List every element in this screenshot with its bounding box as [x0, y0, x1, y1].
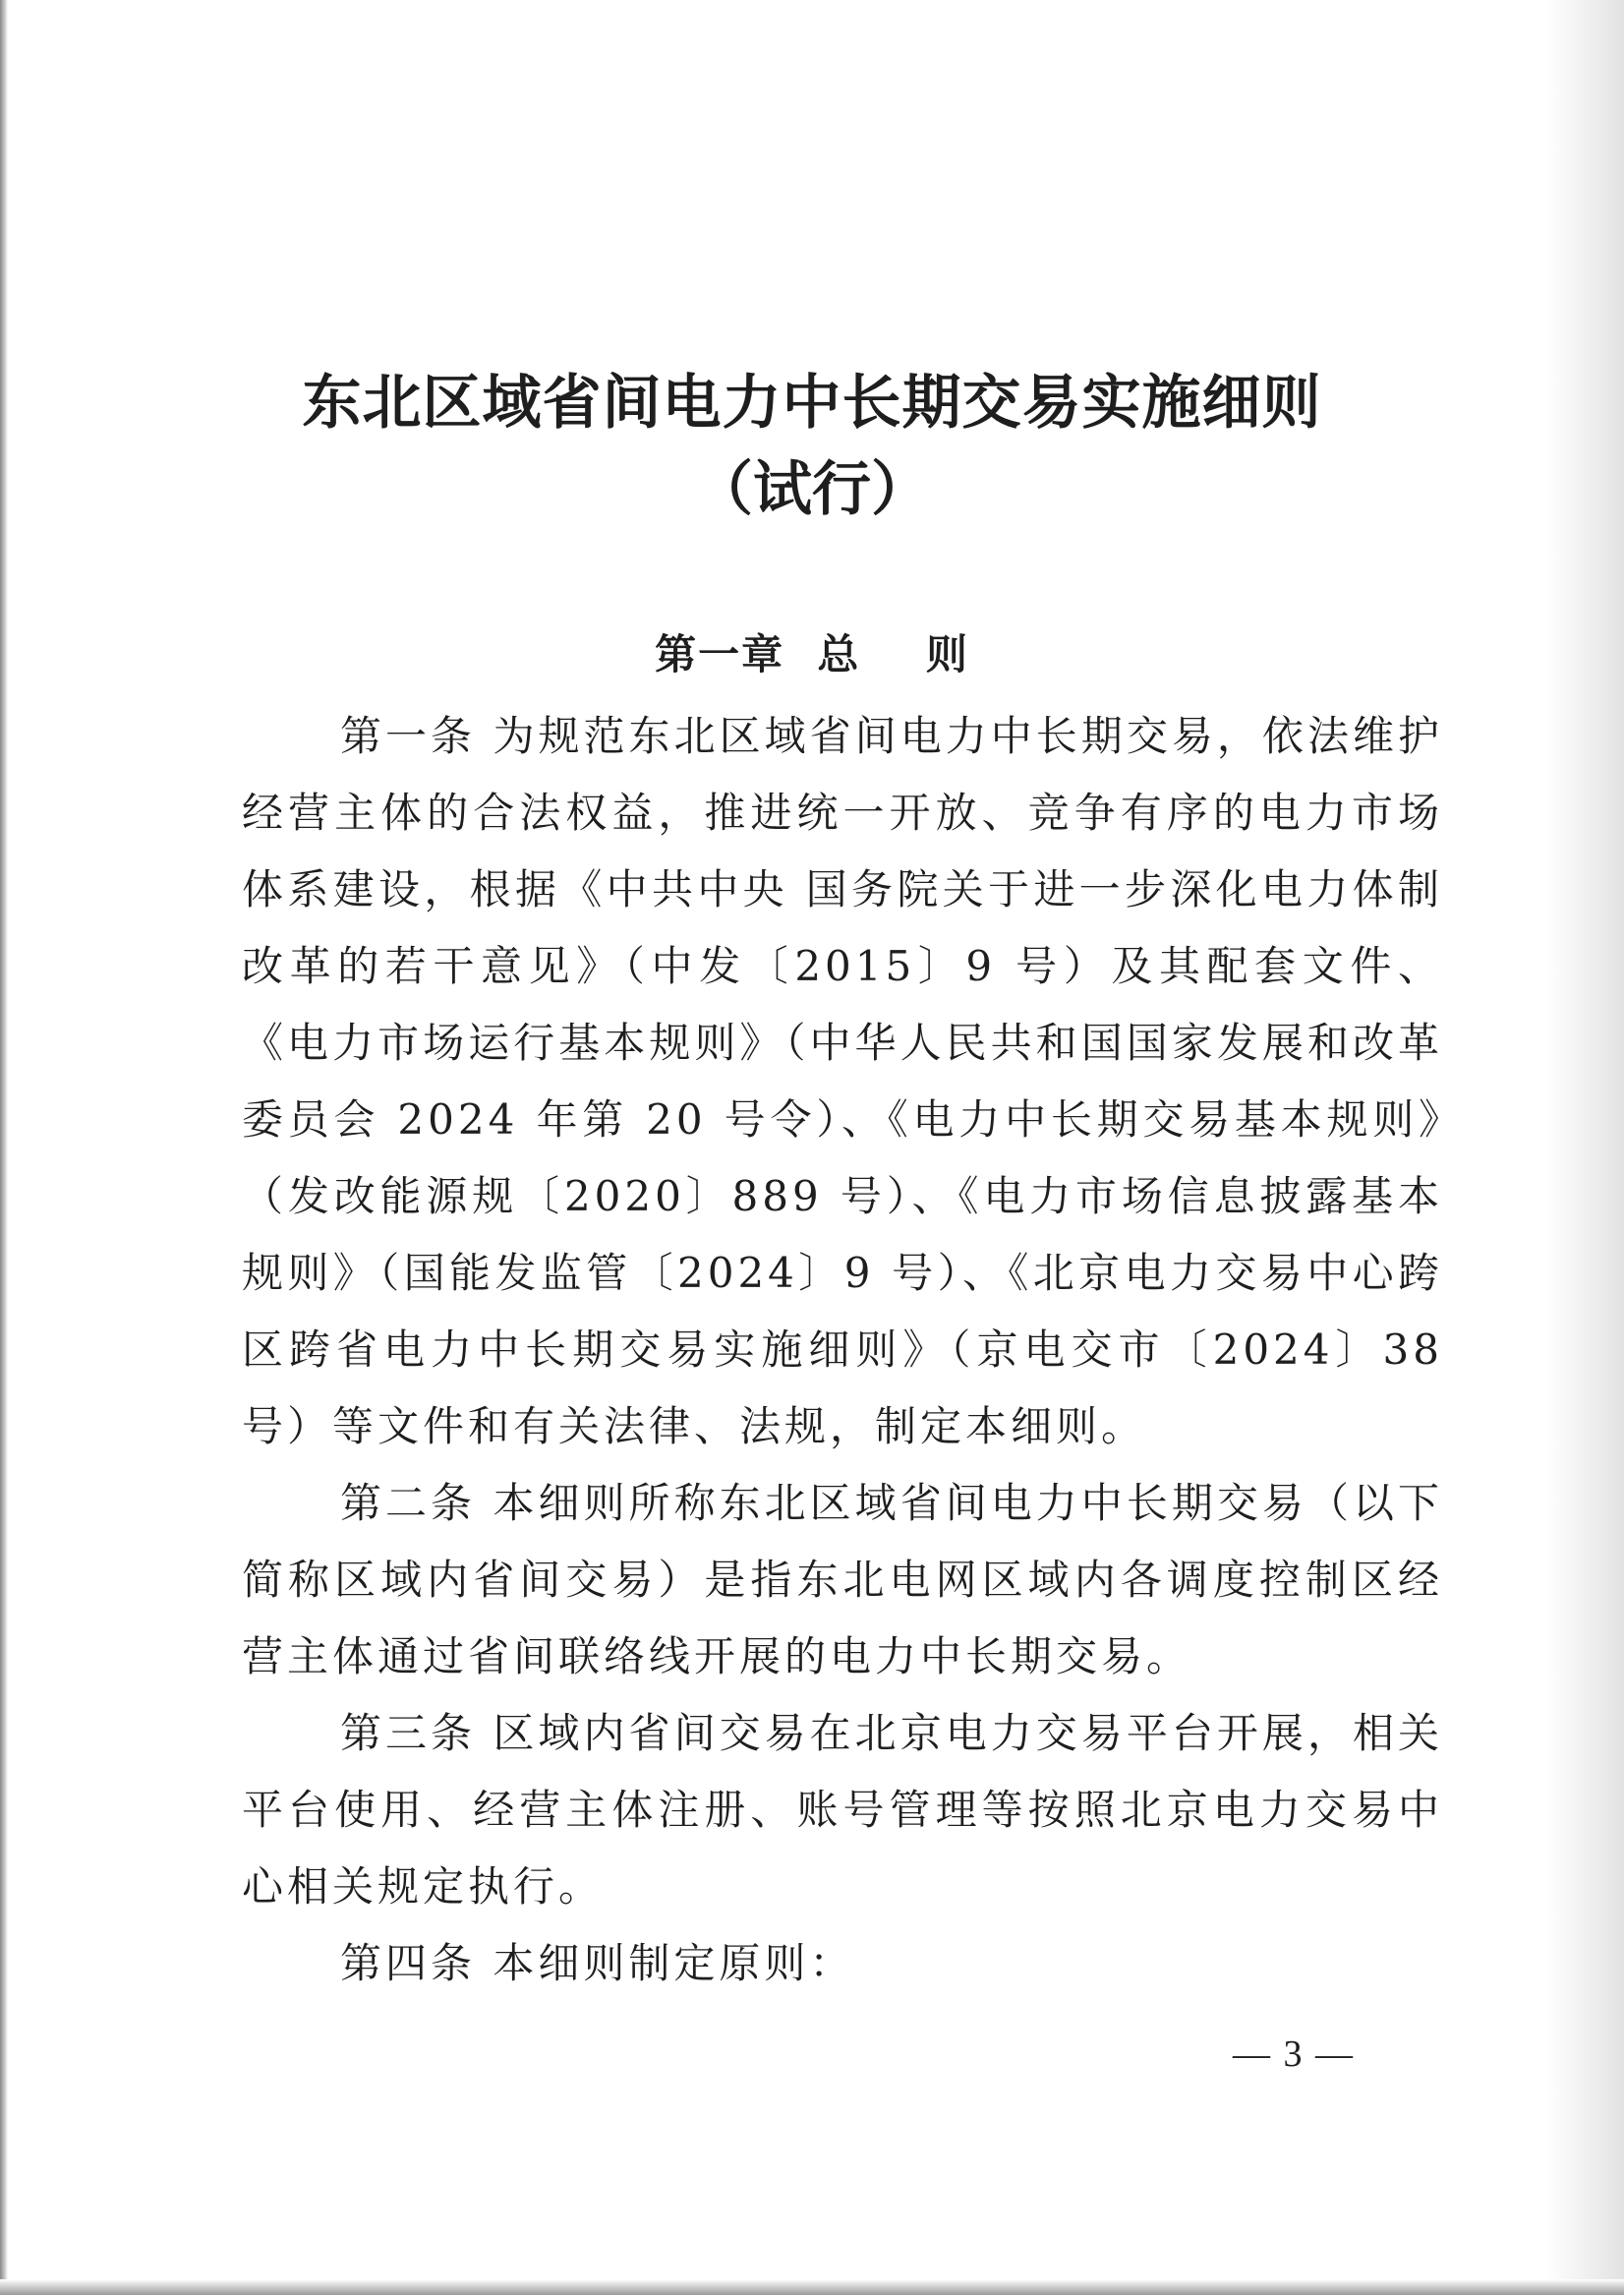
article-2: 第二条 本细则所称东北区域省间电力中长期交易（以下简称区域内省间交易）是指东北电网区域内各调度控制区经营主体通过省间联络线开展的电力中长期交易。 [242, 1479, 1443, 1680]
scan-edge-right [1545, 0, 1624, 2295]
chapter-title: 第一章 总 则 [655, 630, 969, 678]
document-title: 东北区域省间电力中长期交易实施细则 [302, 369, 1322, 438]
scan-edge-left [0, 0, 8, 2295]
scan-edge-bottom [0, 2279, 1624, 2295]
page-number: — 3 — [1233, 2033, 1355, 2075]
article-3: 第三条 区域内省间交易在北京电力交易平台开展，相关平台使用、经营主体注册、账号管理等按照北京电力交易中心相关规定执行。 [242, 1709, 1443, 1911]
article-1: 第一条 为规范东北区域省间电力中长期交易，依法维护经营主体的合法权益，推进统一开放、竞争有序的电力市场体系建设，根据《中共中央 国务院关于进一步深化电力体制改革的若干意见》（中发〔2015〕9 号）及其配套文件、《电力市场运行基本规则》（中华人民共和国国家发展和改革委员会 2024 年第 20 号令）、《电力中长期交易基本规则》（发改能源规〔2020〕889 号）、《电力市场信息披露基本规则》（国能发监管〔2024〕9 号）、《北京电力交易中心跨区跨省电力中长期交易实施细则》（京电交市〔2024〕38 号）等文件和有关法律、法规，制定本细则。 [242, 712, 1443, 1450]
document-subtitle: （试行） [694, 455, 930, 524]
article-4: 第四条 本细则制定原则： [340, 1939, 855, 1987]
document-body [242, 698, 1443, 2002]
